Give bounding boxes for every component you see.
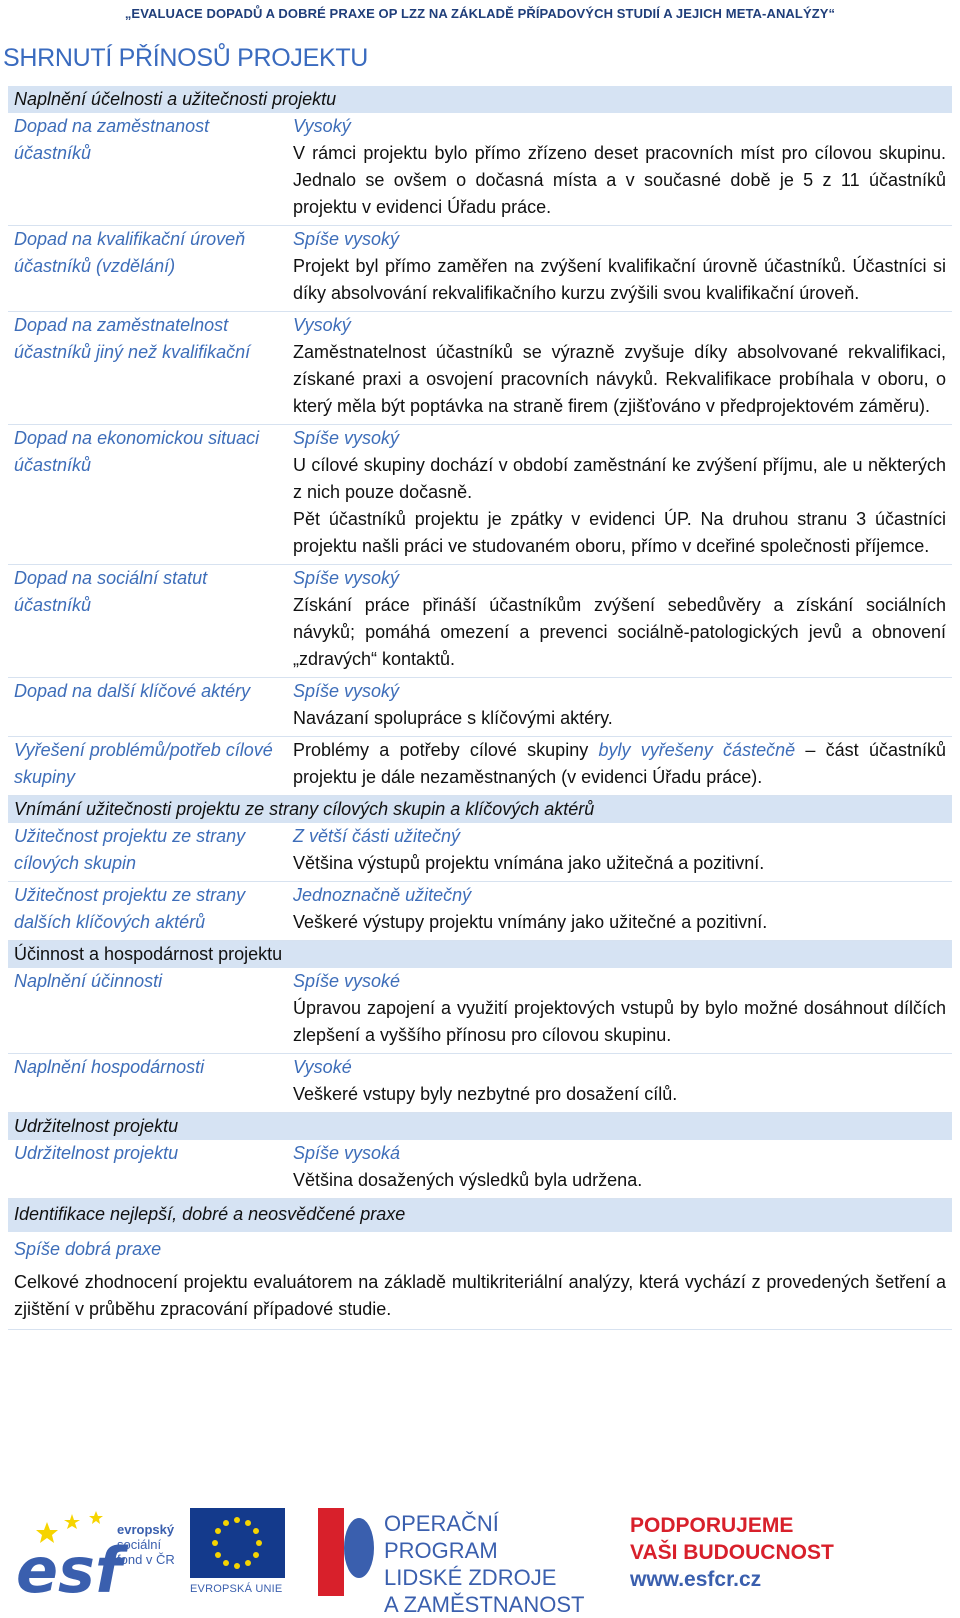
page-title: SHRNUTÍ PŘÍNOSŮ PROJEKTU (3, 44, 369, 72)
section-header (8, 796, 952, 824)
row-text: Zaměstnatelnost účastníků se výrazně zvyšuje díky absolvované rekvalifikaci, získané praxi a osvojení pracovních návyků. Rekvalifikace probíhala v oboru, o který měla být poptávka na straně firem (zjišťováno v předprojektovém záměru). (293, 342, 946, 416)
website-link[interactable]: www.esfcr.cz (630, 1568, 762, 1591)
practice-content (8, 1232, 952, 1330)
row-text: V rámci projektu bylo přímo zřízeno deset pracovních míst pro cílovou skupinu. Jednalo se ovšem o dočasná místa a v současné době je 5 z 11 účastníků projektu v evidenci Úřadu práce. (293, 143, 946, 217)
row-label: Udržitelnost projektu (8, 1140, 287, 1199)
eu-text: EVROPSKÁ UNIE (190, 1583, 283, 1595)
row-content (287, 968, 952, 1054)
practice-text: Celkové zhodnocení projektu evaluátorem na základě multikriteriální analýzy, která vychází z provedených šetření a zjištění v průběhu zpracování případové studie. (14, 1272, 946, 1319)
section-header (8, 941, 952, 969)
rating: Jednoznačně užitečný (293, 885, 472, 905)
rating: Vysoký (293, 116, 351, 136)
row-text-highlight: byly vyřešeny částečně (598, 740, 796, 760)
table-row (8, 678, 952, 737)
row-content (287, 226, 952, 312)
practice-rating: Spíše dobrá praxe (14, 1239, 162, 1259)
table-row (8, 565, 952, 678)
section-header (8, 86, 952, 113)
row-content (287, 1140, 952, 1199)
row-content (287, 565, 952, 678)
table-row (8, 1232, 952, 1330)
row-content (287, 1054, 952, 1113)
esf-text (117, 1522, 175, 1567)
section-title: Udržitelnost projektu (8, 1113, 952, 1141)
op-logo-icon (318, 1508, 378, 1598)
row-content (287, 882, 952, 941)
rating: Vysoké (293, 1057, 352, 1077)
row-label: Dopad na zaměstnanost účastníků (8, 113, 287, 226)
rating: Spíše vysoký (293, 568, 400, 588)
table-row (8, 737, 952, 796)
rating: Spíše vysoký (293, 428, 400, 448)
section-title: Účinnost a hospodárnost projektu (8, 941, 952, 969)
esf-logo (14, 1508, 184, 1599)
rating: Vysoký (293, 315, 351, 335)
row-content (287, 823, 952, 882)
row-content (287, 113, 952, 226)
eu-logo (190, 1508, 285, 1599)
row-text: Získání práce přináší účastníkům zvýšení sebedůvěry a získání sociálních návyků; pomáhá omezení a prevenci sociálně-patologických jevů a obnovení „zdravých“ kontaktů. (293, 595, 946, 669)
op-text-line: OPERAČNÍ PROGRAM (384, 1511, 499, 1563)
esf-text-line: evropský (117, 1522, 175, 1537)
row-label: Užitečnost projektu ze strany dalších klíčových aktérů (8, 882, 287, 941)
row-label: Dopad na ekonomickou situaci účastníků (8, 425, 287, 565)
op-text-line: LIDSKÉ ZDROJE (384, 1565, 557, 1590)
op-logo (318, 1508, 608, 1617)
op-text-line: A ZAMĚSTNANOST (384, 1592, 585, 1617)
row-label: Užitečnost projektu ze strany cílových skupin (8, 823, 287, 882)
section-header (8, 1113, 952, 1141)
table-row (8, 425, 952, 565)
table-row (8, 823, 952, 882)
document-header: „EVALUACE DOPADŮ A DOBRÉ PRAXE OP LZZ NA ZÁKLADĚ PŘÍPADOVÝCH STUDIÍ A JEJICH META-ANALÝZY“ (124, 6, 836, 21)
esf-text-line: sociální (117, 1537, 162, 1552)
section-title: Vnímání užitečnosti projektu ze strany cílových skupin a klíčových aktérů (8, 796, 952, 824)
table-row (8, 1054, 952, 1113)
table-row (8, 312, 952, 425)
row-content (287, 425, 952, 565)
summary-table (8, 86, 952, 1330)
op-text (384, 1510, 608, 1618)
row-content (287, 312, 952, 425)
rating: Z větší části užitečný (293, 826, 461, 846)
row-text: Navázaní spolupráce s klíčovými aktéry. (293, 708, 613, 728)
section-title: Naplnění účelnosti a užitečnosti projektu (8, 86, 952, 113)
table-row (8, 113, 952, 226)
rating: Spíše vysoký (293, 229, 400, 249)
row-label: Naplnění účinnosti (8, 968, 287, 1054)
row-text: Veškeré vstupy byly nezbytné pro dosažení cílů. (293, 1084, 678, 1104)
row-label: Dopad na další klíčové aktéry (8, 678, 287, 737)
row-content (287, 737, 952, 796)
rating: Spíše vysoké (293, 971, 401, 991)
rating: Spíše vysoká (293, 1143, 401, 1163)
esf-mark: esf (16, 1534, 122, 1599)
podporujeme-line: PODPORUJEME (630, 1514, 794, 1537)
row-text (293, 737, 946, 791)
table-row (8, 882, 952, 941)
row-text: Pět účastníků projektu je zpátky v evidenci ÚP. Na druhou stranu 3 účastníci projektu našli práci ve studovaném oboru, přímo v dceřiné společnosti příjemce. (293, 509, 946, 556)
row-label: Naplnění hospodárnosti (8, 1054, 287, 1113)
row-text-part: – část účastníků projektu je dále nezaměstnaných (v evidenci Úřadu práce). (293, 740, 946, 787)
row-text: U cílové skupiny dochází v období zaměstnání ke zvýšení příjmu, ale u některých z nich pouze dočasně. (293, 455, 946, 502)
section-header (8, 1199, 952, 1233)
row-content (287, 678, 952, 737)
podporujeme-line: VAŠI BUDOUCNOST (630, 1541, 834, 1564)
table-row (8, 1140, 952, 1199)
row-label: Vyřešení problémů/potřeb cílové skupiny (8, 737, 287, 796)
esf-text-line: fond v ČR (117, 1552, 175, 1567)
row-label: Dopad na zaměstnatelnost účastníků jiný než kvalifikační (8, 312, 287, 425)
eu-flag-icon (190, 1508, 285, 1580)
row-label: Dopad na kvalifikační úroveň účastníků (vzdělání) (8, 226, 287, 312)
table-row (8, 968, 952, 1054)
row-text: Projekt byl přímo zaměřen na zvýšení kvalifikační úrovně účastníků. Účastníci si díky absolvování rekvalifikačního kurzu zvýšili svou kvalifikační úroveň. (293, 256, 946, 303)
row-label: Dopad na sociální statut účastníků (8, 565, 287, 678)
row-text: Většina dosažených výsledků byla udržena. (293, 1170, 643, 1190)
row-text-part: Problémy a potřeby cílové skupiny (293, 740, 599, 760)
section-title: Identifikace nejlepší, dobré a neosvědčené praxe (8, 1199, 952, 1233)
row-text: Veškeré výstupy projektu vnímány jako užitečné a pozitivní. (293, 912, 768, 932)
footer-logos (0, 1508, 960, 1617)
podporujeme-logo (630, 1512, 840, 1599)
row-text: Většina výstupů projektu vnímána jako užitečná a pozitivní. (293, 853, 765, 873)
row-text: Úpravou zapojení a využití projektových vstupů by bylo možné dosáhnout dílčích zlepšení a vyššího přínosu pro cílovou skupinu. (293, 998, 946, 1045)
rating: Spíše vysoký (293, 681, 400, 701)
table-row (8, 226, 952, 312)
